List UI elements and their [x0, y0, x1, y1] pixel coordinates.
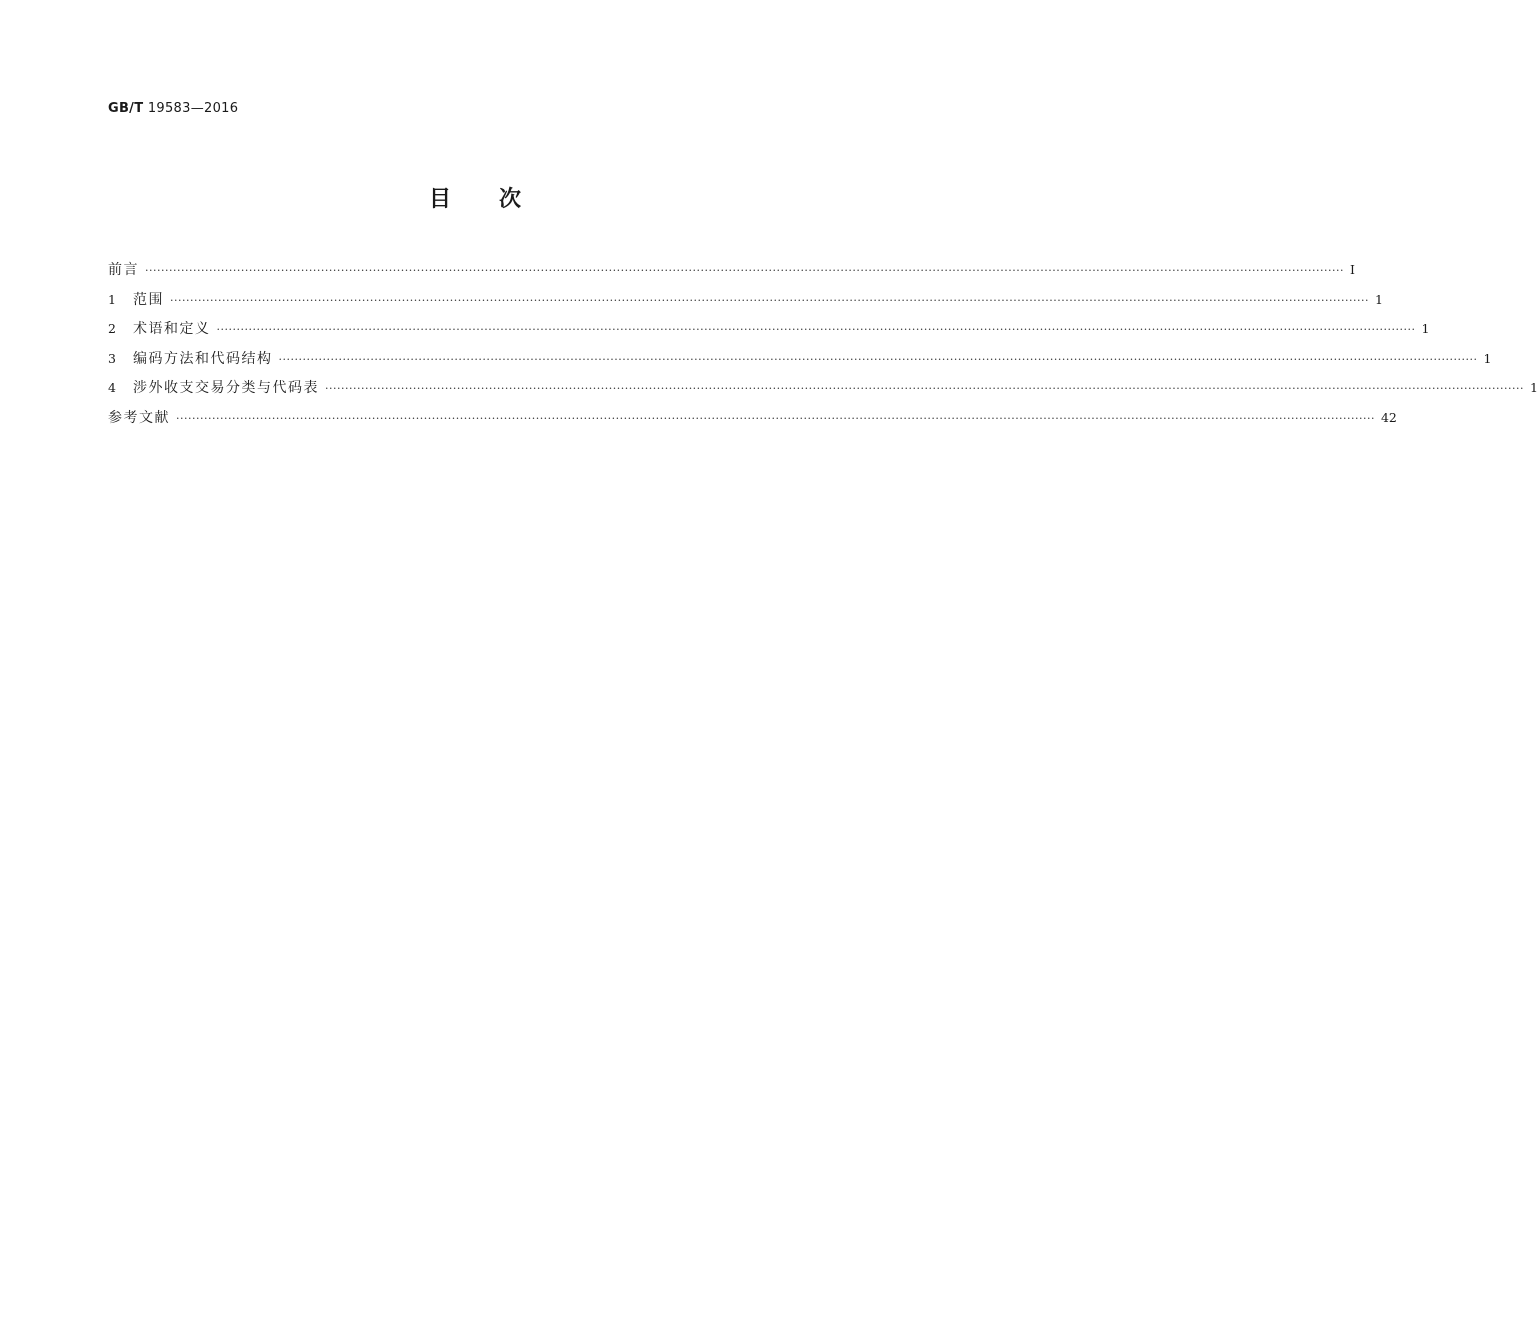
toc-entry-label: 术语和定义	[133, 321, 211, 337]
toc-entry-label: 前言	[108, 262, 139, 278]
toc-entry-label: 涉外收支交易分类与代码表	[133, 380, 319, 396]
toc-entry-number: 2	[108, 321, 116, 336]
toc-leader-dots: ············································································································································································································································································································	[325, 382, 1524, 395]
toc-entry-terms[interactable]	[108, 319, 1430, 349]
toc-entry-references[interactable]	[108, 408, 1397, 438]
toc-leader-dots: ············································································································································································································································································································	[176, 411, 1375, 425]
toc-entry-page: 1	[1483, 350, 1492, 366]
toc-entry-page: 42	[1380, 409, 1397, 425]
toc-entry-page: 1	[1374, 291, 1383, 307]
page-title: 目次	[428, 187, 569, 212]
toc-entry-label: 参考文献	[108, 409, 170, 426]
toc-leader-dots: ············································································································································································································································································································	[170, 293, 1369, 307]
toc-entry-number: 1	[108, 291, 116, 307]
toc-leader-dots: ············································································································································································································································································································	[145, 264, 1344, 277]
toc-entry-foreword[interactable]	[108, 260, 1355, 290]
toc-entry-coding-method[interactable]	[108, 349, 1492, 379]
toc-entry-code-table[interactable]	[108, 378, 1538, 408]
toc-entry-scope[interactable]	[108, 290, 1383, 320]
table-of-contents	[108, 260, 1538, 437]
toc-entry-page: 1	[1529, 380, 1538, 395]
toc-entry-number: 3	[108, 350, 116, 366]
toc-leader-dots: ············································································································································································································································································································	[278, 352, 1478, 366]
toc-leader-dots: ············································································································································································································································································································	[216, 323, 1416, 336]
standard-number: 19583—2016	[147, 101, 239, 116]
toc-entry-label: 编码方法和代码结构	[133, 350, 273, 367]
standard-code	[108, 101, 238, 116]
toc-entry-label: 范围	[133, 291, 164, 308]
toc-entry-page: 1	[1421, 321, 1430, 336]
toc-entry-page: Ⅰ	[1349, 262, 1355, 277]
toc-entry-number: 4	[108, 380, 116, 395]
standard-prefix: GB/T	[108, 101, 144, 116]
